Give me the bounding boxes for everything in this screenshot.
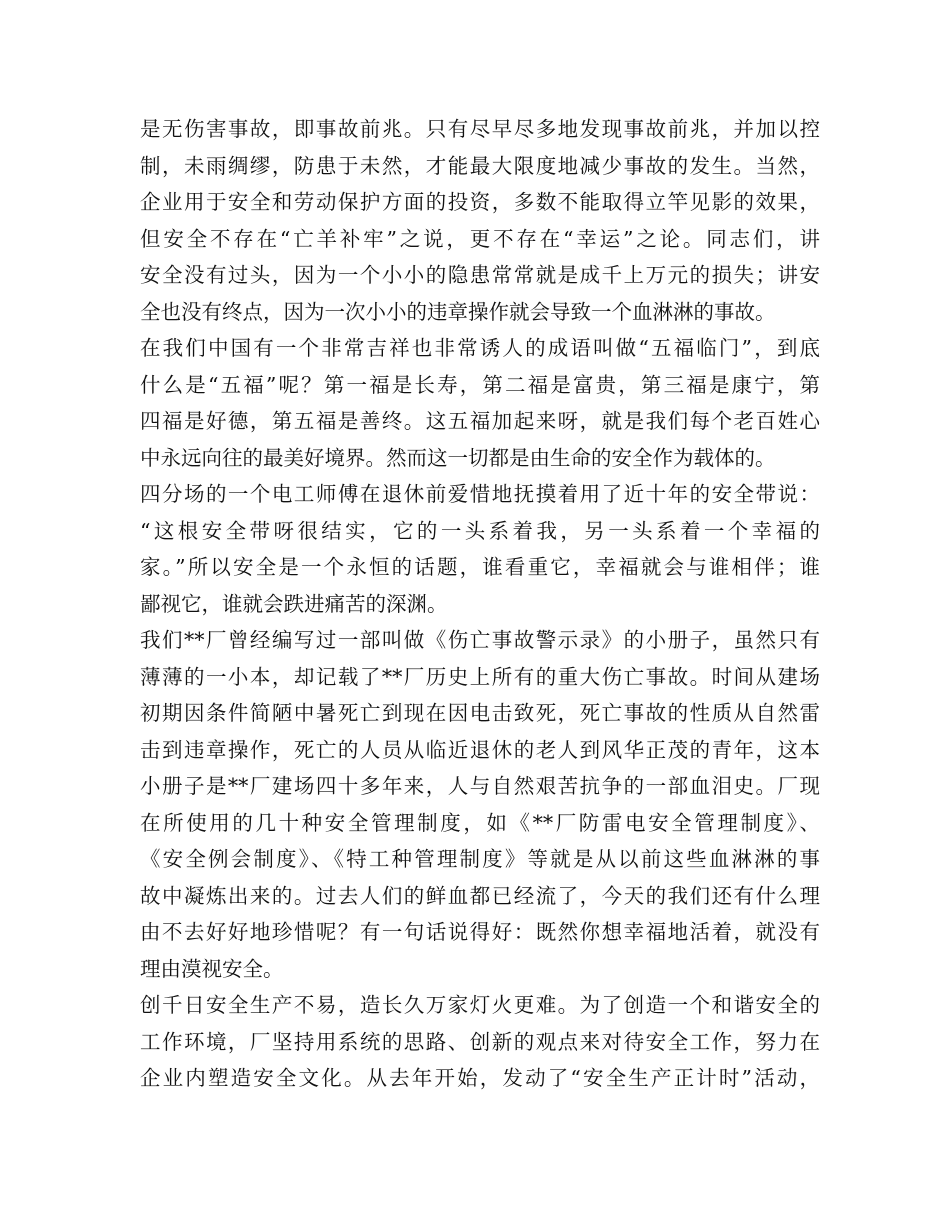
- text-line: 由不去好好地珍惜呢？有一句话说得好：既然你想幸福地活着，就没有: [140, 920, 820, 944]
- text-line: 在所使用的几十种安全管理制度，如《**厂防雷电安全管理制度》、: [140, 810, 820, 835]
- text-line: 小册子是**厂建场四十多年来，人与自然艰苦抗争的一部血泪史。厂现: [140, 774, 820, 798]
- text-line: 在我们中国有一个非常吉祥也非常诱人的成语叫做“五福临门”，到底: [140, 336, 820, 360]
- text-line: 薄薄的一小本，却记载了**厂历史上所有的重大伤亡事故。时间从建场: [140, 664, 820, 689]
- text-line: 创千日安全生产不易，造长久万家灯火更难。为了创造一个和谐安全的: [140, 993, 820, 1017]
- document-body: [140, 111, 820, 1097]
- text-line: 初期因条件简陋中暑死亡到现在因电击致死，死亡事故的性质从自然雷: [140, 701, 820, 725]
- text-line: 企业内塑造安全文化。从去年开始，发动了“安全生产正计时”活动，: [140, 1066, 820, 1090]
- text-line: 是无伤害事故，即事故前兆。只有尽早尽多地发现事故前兆，并加以控: [140, 117, 820, 141]
- text-line: 家。”所以安全是一个永恒的话题，谁看重它，幸福就会与谁相伴；谁: [140, 555, 820, 579]
- text-line: 企业用于安全和劳动保护方面的投资，多数不能取得立竿见影的效果，: [140, 190, 820, 214]
- text-line: 《安全例会制度》、《特工种管理制度》等就是从以前这些血淋淋的事: [140, 847, 820, 871]
- text-line: 制，未雨绸缪，防患于未然，才能最大限度地减少事故的发生。当然，: [140, 153, 820, 178]
- text-line: 工作环境，厂坚持用系统的思路、创新的观点来对待安全工作，努力在: [140, 1029, 820, 1054]
- text-line: 中永远向往的最美好境界。然而这一切都是由生命的安全作为载体的。: [140, 445, 776, 470]
- text-line: 鄙视它，谁就会跌进痛苦的深渊。: [140, 591, 448, 616]
- text-line: 全也没有终点，因为一次小小的违章操作就会导致一个血淋淋的事故。: [140, 299, 776, 324]
- text-line: 理由漠视安全。: [140, 956, 284, 981]
- text-line: 击到违章操作，死亡的人员从临近退休的老人到风华正茂的青年，这本: [140, 737, 820, 762]
- text-line: 我们**厂曾经编写过一部叫做《伤亡事故警示录》的小册子，虽然只有: [140, 628, 820, 652]
- text-line: 安全没有过头，因为一个小小的隐患常常就是成千上万元的损失；讲安: [140, 263, 820, 287]
- text-line: 四分场的一个电工师傅在退休前爱惜地抚摸着用了近十年的安全带说：: [140, 482, 820, 506]
- text-line: 故中凝炼出来的。过去人们的鲜血都已经流了，今天的我们还有什么理: [140, 883, 820, 908]
- text-line: 但安全不存在“亡羊补牢”之说，更不存在“幸运”之论。同志们，讲: [140, 226, 820, 251]
- text-line: 什么是“五福”呢？第一福是长寿，第二福是富贵，第三福是康宁，第: [140, 372, 820, 397]
- text-line: 四福是好德，第五福是善终。这五福加起来呀，就是我们每个老百姓心: [140, 409, 820, 433]
- text-line: “这根安全带呀很结实，它的一头系着我，另一头系着一个幸福的: [140, 518, 820, 543]
